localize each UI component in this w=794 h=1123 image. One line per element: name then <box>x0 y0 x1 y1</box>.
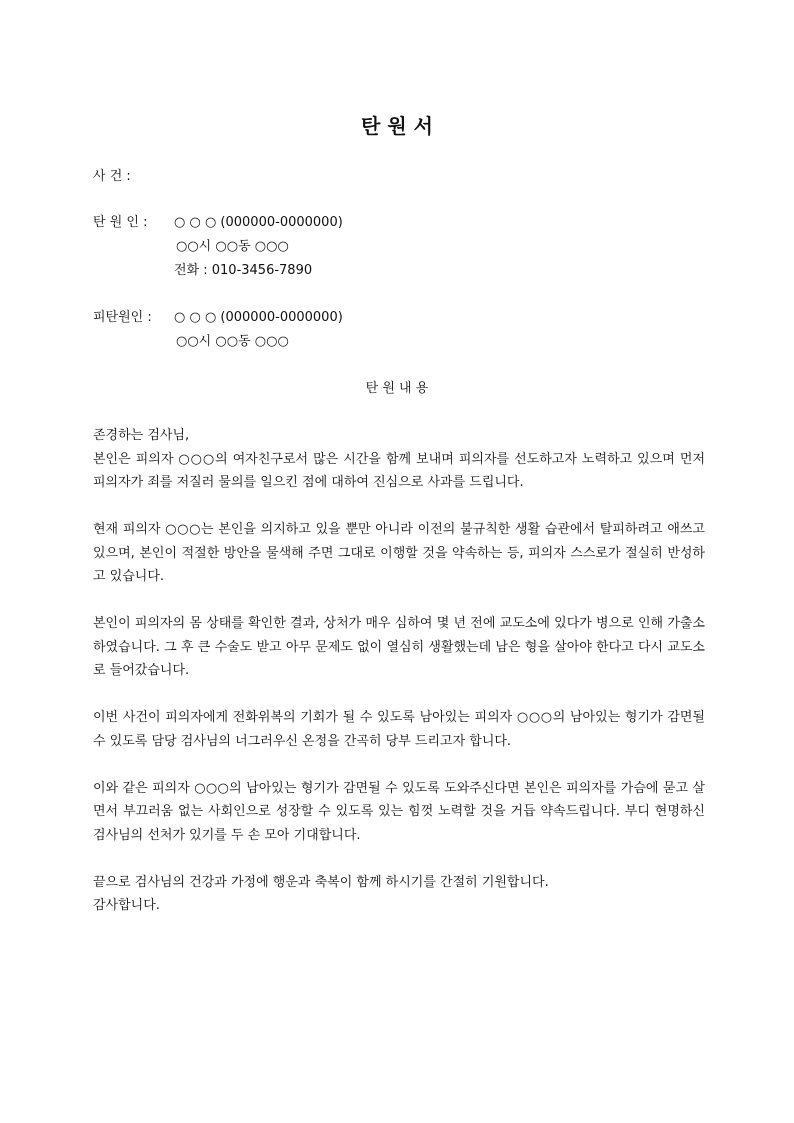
petitioner-name: ○ ○ ○ (000000-0000000) <box>174 215 343 230</box>
document-title: 탄 원 서 <box>361 114 433 138</box>
respondent-name: ○ ○ ○ (000000-0000000) <box>174 310 343 325</box>
paragraph-closing: 끝으로 검사님의 건강과 가정에 행운과 축복이 함께 하시기를 간절히 기원합니다. <box>93 874 549 890</box>
petitioner-address: ○○시 ○○동 ○○○ <box>176 239 289 254</box>
paragraph-health: 본인이 피의자의 몸 상태를 확인한 결과, 상처가 매우 심하여 몇 년 전에 교도소에 있다가 병으로 인해 가출소하였습니다. 그 후 큰 수술도 받고 아무 문제도 없이 열심히 생활했는데 남은 형을 살아야 한다고 다시 교도소로 들어갔습니다. <box>93 616 705 678</box>
respondent-label: 피탄원인 : <box>93 310 152 325</box>
case-label: 사 건 : <box>93 169 131 184</box>
paragraph-thanks: 감사합니다. <box>93 898 160 913</box>
content-heading: 탄 원 내 용 <box>365 381 429 396</box>
petition-body <box>93 424 705 918</box>
paragraph-greeting: 존경하는 검사님, <box>93 428 190 443</box>
paragraph-remorse: 현재 피의자 ○○○는 본인을 의지하고 있을 뿐만 아니라 이전의 불규칙한 생활 습관에서 탈피하려고 애쓰고 있으며, 본인이 적절한 방안을 물색해 주면 그대로 이행할 것을 약속하는 등, 피의자 스스로가 절실히 반성하고 있습니다. <box>93 522 705 584</box>
petitioner-phone: 전화 : 010-3456-7890 <box>174 263 313 278</box>
petitioner-label: 탄 원 인 : <box>93 215 148 230</box>
paragraph-request: 이번 사건이 피의자에게 전화위복의 기회가 될 수 있도록 남아있는 피의자 ○○○의 남아있는 형기가 감면될 수 있도록 담당 검사님의 너그러우신 온정을 간곡히 당부 드리고자 합니다. <box>93 710 705 749</box>
paragraph-apology: 본인은 피의자 ○○○의 여자친구로서 많은 시간을 함께 보내며 피의자를 선도하고자 노력하고 있으며 먼저 피의자가 죄를 저질러 물의를 일으킨 점에 대하여 진심으로 사과를 드립니다. <box>93 451 705 490</box>
paragraph-promise: 이와 같은 피의자 ○○○의 남아있는 형기가 감면될 수 있도록 도와주신다면 본인은 피의자를 가슴에 묻고 살면서 부끄러움 없는 사회인으로 성장할 수 있도록 있는 힘껏 노력할 것을 거듭 약속드립니다. 부디 현명하신 검사님의 선처가 있기를 두 손 모아 기대합니다. <box>93 780 705 843</box>
respondent-address: ○○시 ○○동 ○○○ <box>176 334 289 349</box>
